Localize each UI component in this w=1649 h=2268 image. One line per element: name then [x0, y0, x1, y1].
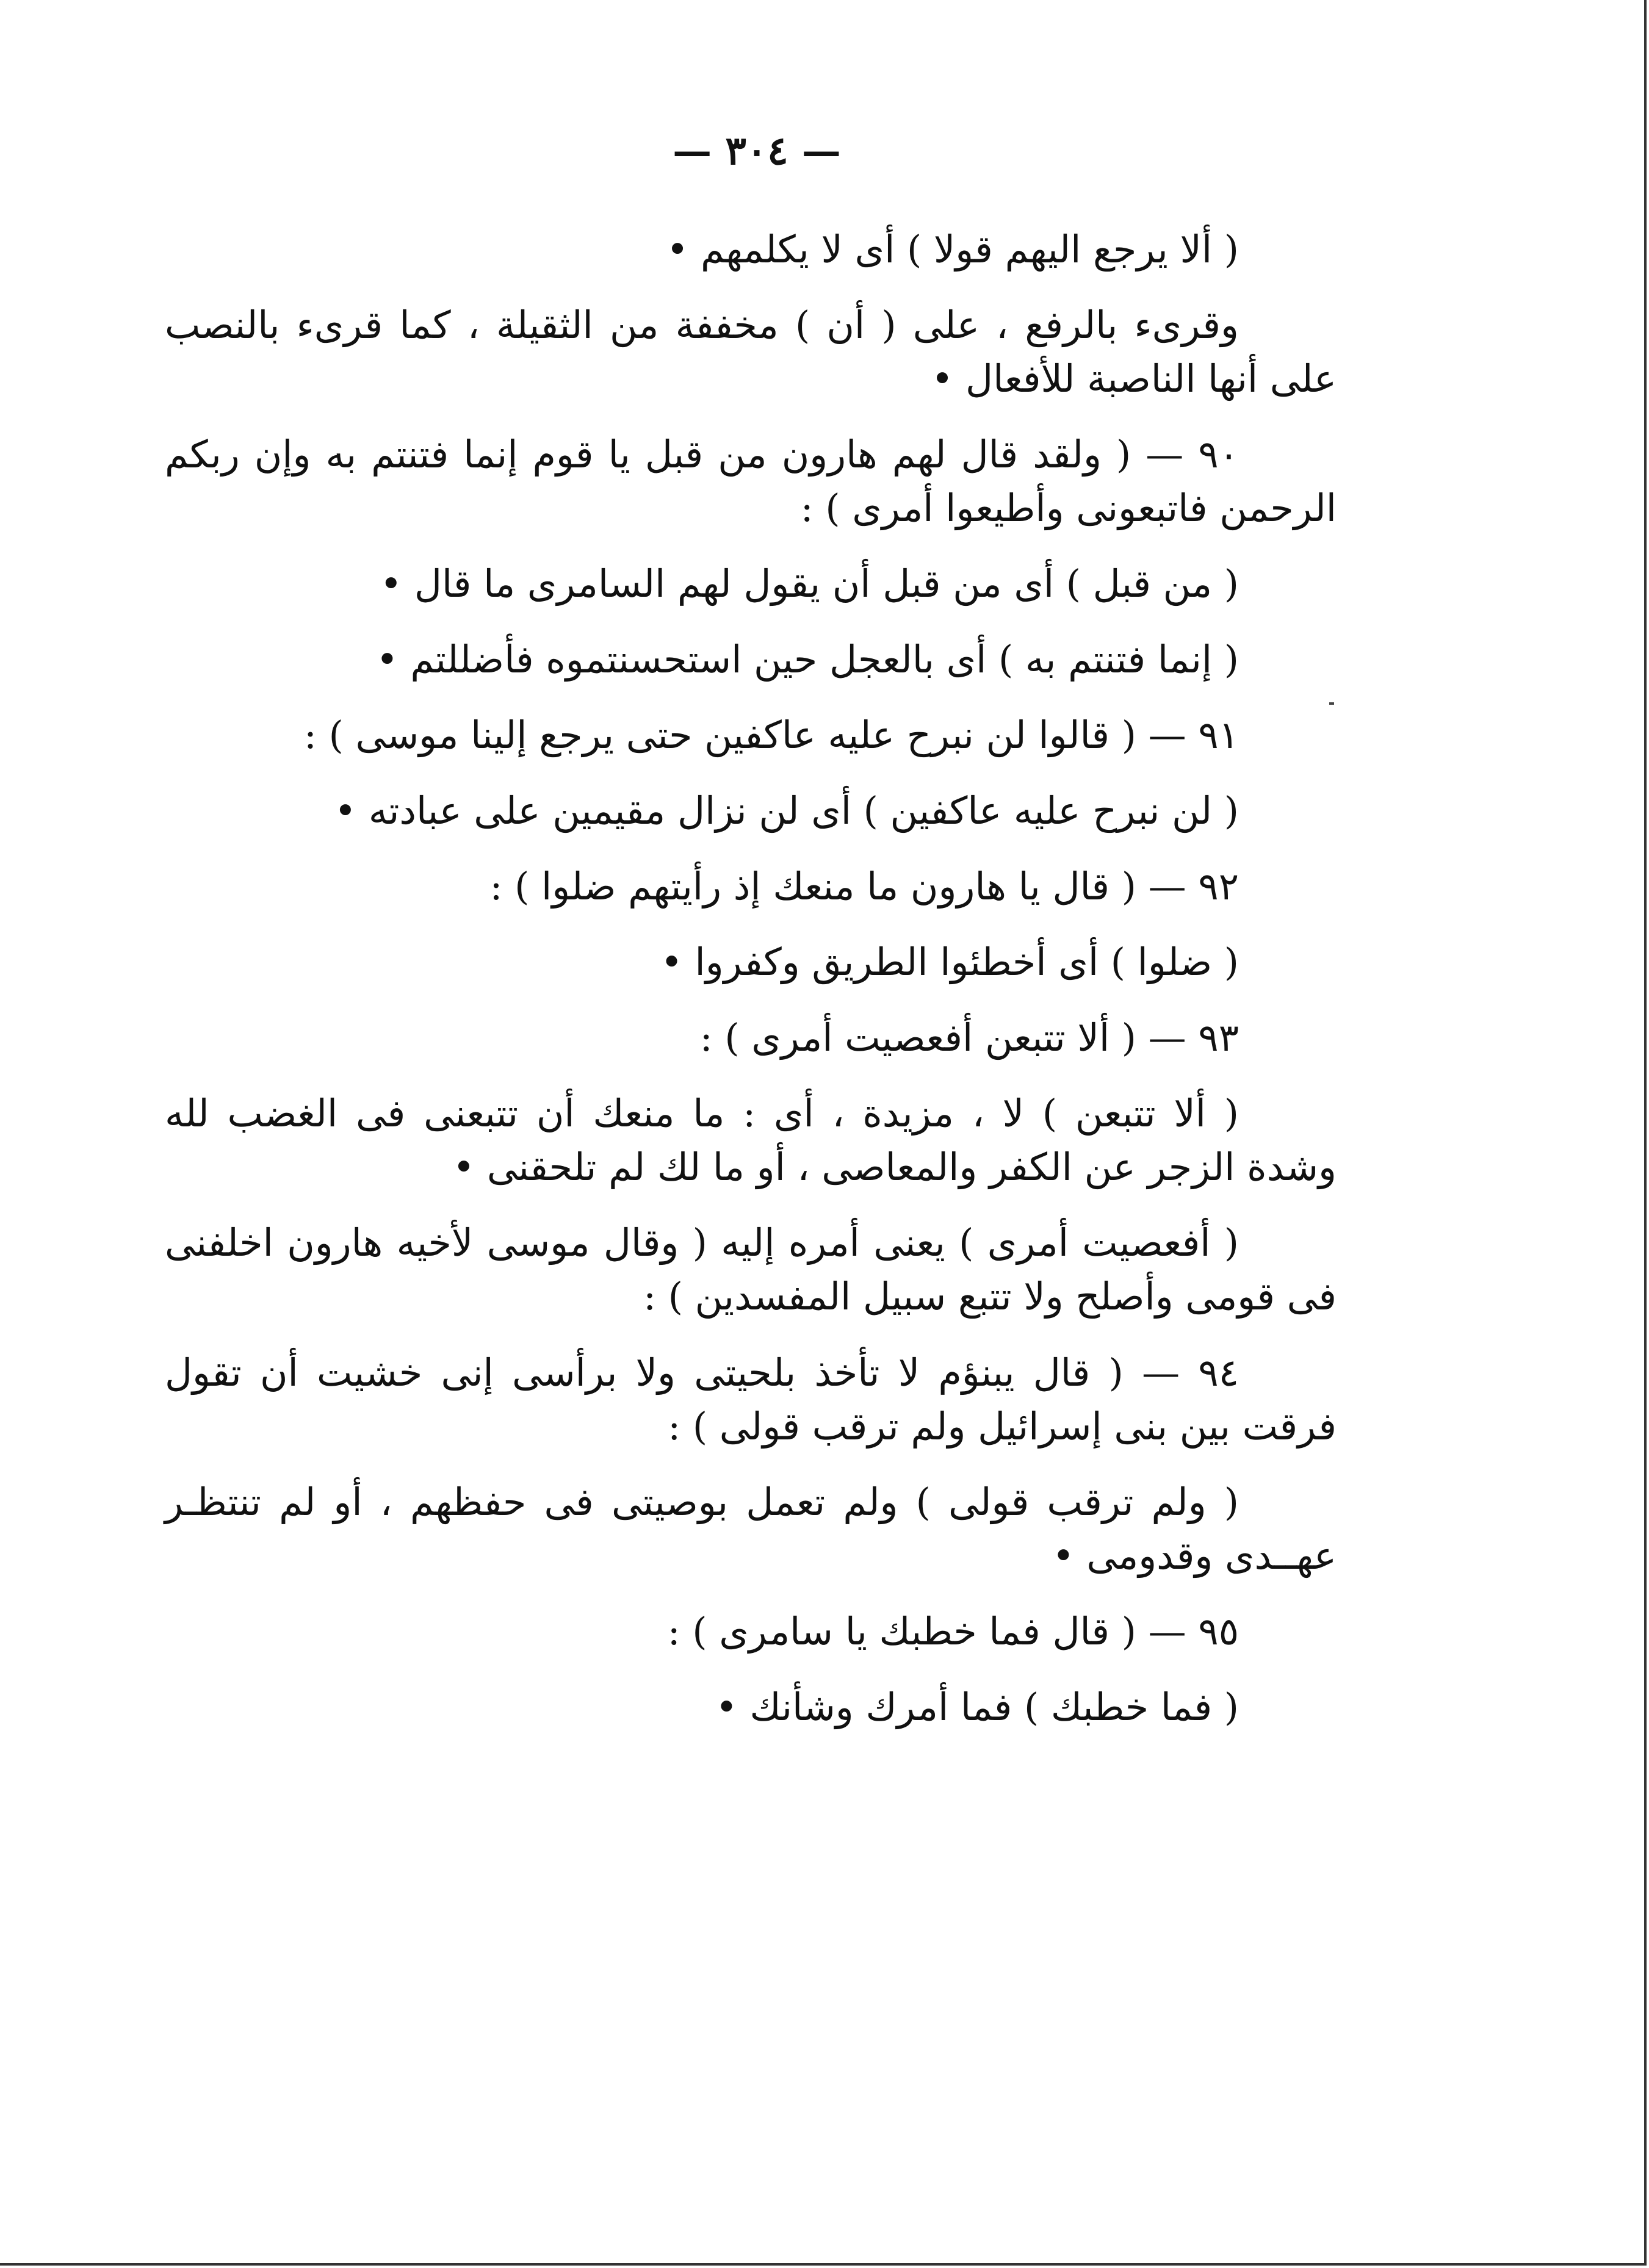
paragraph: ( لن نبرح عليه عاكفين ) أى لن نزال مقيمين على عبادته • — [334, 788, 1239, 833]
page-body — [165, 223, 1337, 1756]
paragraph: ( ألا تتبعن ) لا ، مزيدة ، أى : ما منعك أن تتبعنى فى الغضب لله وشدة الزجر عن الكفر والمعاصى ، أو ما لك لم تلحقنى • — [165, 1091, 1337, 1190]
paragraph: ( ألا يرجع اليهم قولا ) أى لا يكلمهم • — [666, 227, 1239, 272]
paragraph: ٩١ — ( قالوا لن نبرح عليه عاكفين حتى يرجع إلينا موسى ) : — [304, 713, 1239, 758]
paragraph: ( إنما فتنتم به ) أى بالعجل حين استحسنتموه فأضللتم • — [376, 637, 1239, 682]
paragraph: ( ولم ترقب قولى ) ولم تعمل بوصيتى فى حفظهم ، أو لم تنتظـر عهــدى وقدومى • — [165, 1479, 1337, 1578]
paragraph: ( من قبل ) أى من قبل أن يقول لهم السامرى ما قال • — [380, 561, 1239, 607]
paragraph: ٩٣ — ( ألا تتبعن أفعصيت أمرى ) : — [699, 1015, 1239, 1060]
page-number: — ٣٠٤ — — [673, 128, 841, 174]
paragraph: ٩٢ — ( قال يا هارون ما منعك إذ رأيتهم ضلوا ) : — [489, 864, 1239, 909]
paragraph: ٩٠ — ( ولقد قال لهم هارون من قبل يا قوم إنما فتنتم به وإن ربكم الرحمن فاتبعونى وأطيعوا أمرى ) : — [165, 432, 1337, 531]
paragraph: ٩٥ — ( قال فما خطبك يا سامرى ) : — [667, 1608, 1239, 1654]
paragraph: ٩٤ — ( قال يبنؤم لا تأخذ بلحيتى ولا برأسى إنى خشيت أن تقول فرقت بين بنى إسرائيل ولم ترقب قولى ) : — [165, 1350, 1337, 1449]
paragraph: ( ضلوا ) أى أخطئوا الطريق وكفروا • — [660, 940, 1239, 985]
paragraph: ( فما خطبك ) فما أمرك وشأنك • — [715, 1684, 1239, 1729]
ink-speck — [1329, 702, 1334, 705]
paragraph: وقرىء بالرفع ، على ( أن ) مخففة من الثقيلة ، كما قرىء بالنصب على أنها الناصبة للأفعال • — [165, 303, 1337, 401]
paragraph: ( أفعصيت أمرى ) يعنى أمره إليه ( وقال موسى لأخيه هارون اخلفنى فى قومى وأصلح ولا تتبع سبيل المفسدين ) : — [165, 1220, 1337, 1319]
